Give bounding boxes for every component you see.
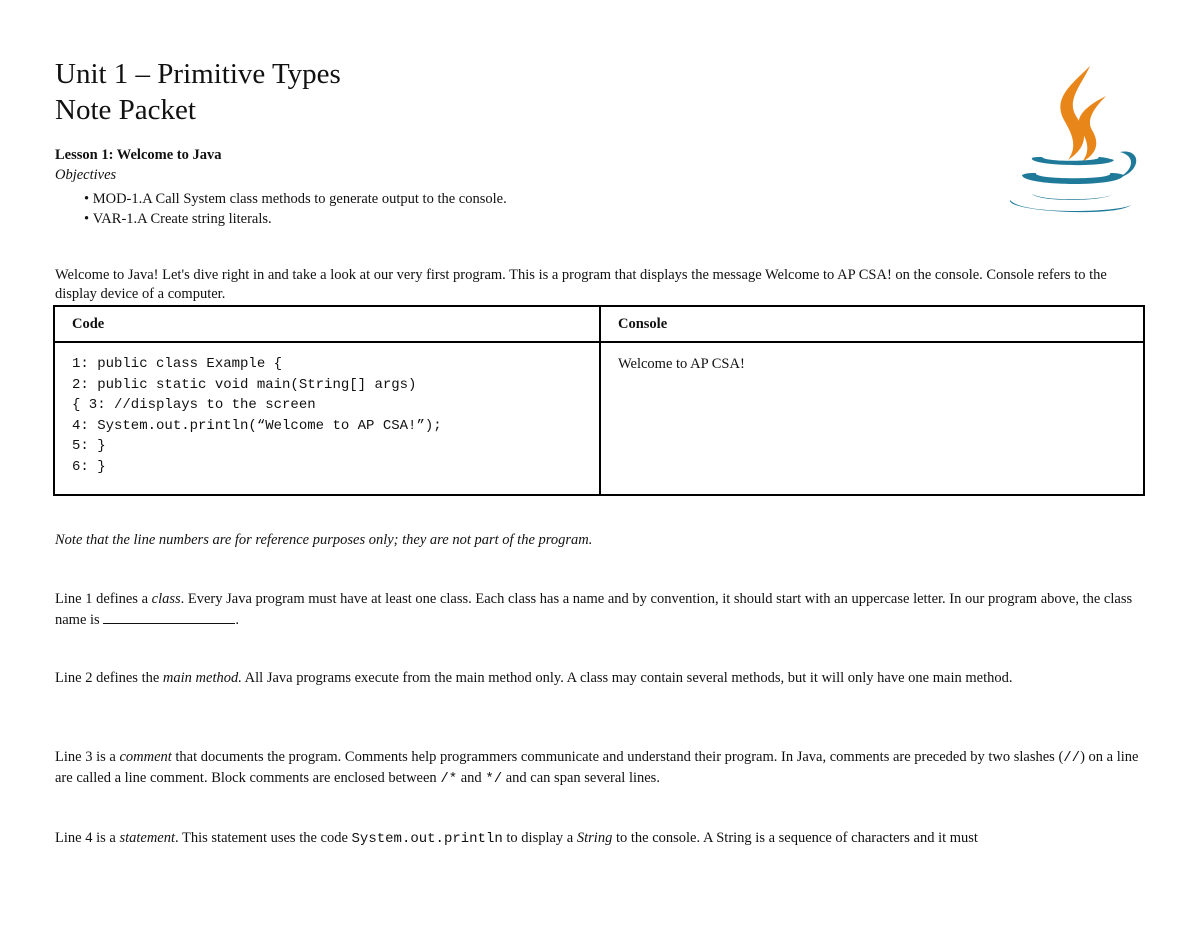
term-main-method: main method.: [162, 670, 242, 686]
objective-item: • MOD-1.A Call System class methods to generate output to the console.: [84, 189, 507, 209]
code-snippet: //: [1063, 750, 1081, 766]
line3-paragraph: [55, 747, 1140, 789]
code-line: 2: public static void main(String[] args): [72, 376, 417, 393]
page-title: [55, 56, 341, 128]
text: that documents the program. Comments help programmers communicate and understand their program. In Java, comments are preceded by two slashes (: [171, 749, 1064, 765]
text: to display a: [502, 830, 577, 846]
code-line: 1: public class Example {: [72, 356, 283, 372]
text: Line 1 defines a: [55, 591, 152, 607]
text: to the console. A String is a sequence of characters and it must: [612, 830, 978, 846]
text: Line 2 defines the: [55, 670, 163, 686]
code-column-header: Code: [54, 306, 600, 342]
text: and: [457, 770, 486, 786]
code-cell: [54, 342, 600, 495]
objective-item: • VAR-1.A Create string literals.: [84, 209, 507, 229]
text: . Every Java program must have at least one class. Each class has a name and by convention, it should start with an uppercase letter. In our program above, the class name is: [55, 591, 1133, 628]
example-table: [53, 305, 1145, 496]
code-snippet: */: [485, 771, 503, 787]
title-line-2: Note Packet: [55, 94, 196, 126]
text: and can span several lines.: [502, 770, 660, 786]
term-class: class: [151, 591, 181, 607]
code-snippet: /*: [440, 771, 458, 787]
term-comment: comment: [119, 749, 172, 765]
code-line: 4: System.out.println(“Welcome to AP CSA!”);: [72, 417, 442, 434]
line2-paragraph: [55, 668, 1140, 688]
text: Line 4 is a: [55, 830, 120, 846]
objectives-label: Objectives: [55, 167, 117, 183]
code-line: { 3: //displays to the screen: [72, 397, 316, 413]
text: .: [235, 612, 239, 628]
objectives-list: [84, 189, 507, 229]
lesson-heading: Lesson 1: Welcome to Java: [55, 147, 222, 163]
console-cell: [600, 342, 1144, 495]
code-line: 5: }: [72, 438, 106, 454]
intro-paragraph: Welcome to Java! Let's dive right in and take a look at our very first program. This is a program that displays the message Welcome to AP CSA! on the console. Console refers to the display device of a computer.: [55, 267, 1107, 302]
text: . This statement uses the code: [175, 830, 352, 846]
line1-paragraph: [55, 589, 1140, 630]
title-line-1: Unit 1 – Primitive Types: [55, 58, 341, 90]
console-output: Welcome to AP CSA!: [618, 356, 745, 372]
line4-paragraph: [55, 828, 1140, 849]
fill-in-blank: [103, 609, 235, 624]
term-statement: statement: [119, 830, 176, 846]
text: Line 3 is a: [55, 749, 120, 765]
text: All Java programs execute from the main method only. A class may contain several methods, but it will only have one main method.: [241, 670, 1013, 686]
code-line: 6: }: [72, 458, 106, 475]
line-number-note: Note that the line numbers are for reference purposes only; they are not part of the program.: [55, 532, 593, 548]
text: ) on a line are called a line comment. Block comments are enclosed between: [55, 749, 1139, 786]
java-logo-icon: [1002, 62, 1142, 227]
code-snippet: System.out.println: [351, 831, 503, 847]
console-column-header: Console: [600, 306, 1144, 342]
term-string: String: [576, 830, 613, 846]
